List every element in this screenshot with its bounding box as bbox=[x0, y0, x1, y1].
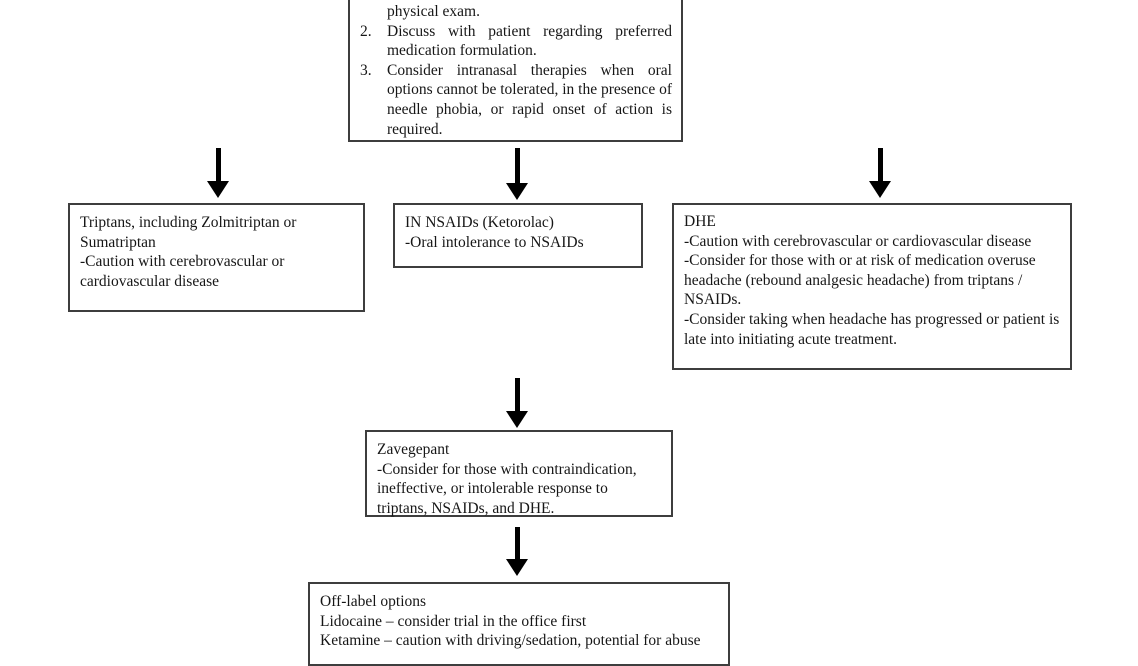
arrow-head-icon bbox=[869, 181, 891, 198]
box-text-line: -Caution with cerebrovascular or cardiovascular disease bbox=[80, 253, 285, 290]
box-text-line: -Consider for those with contraindication, ineffective, or intolerable response to triptans, NSAIDs, and DHE. bbox=[377, 460, 637, 517]
list-item-text: Discuss with patient regarding preferred medication formulation. bbox=[387, 22, 672, 60]
arrow-head-icon bbox=[506, 411, 528, 428]
box-text-line: Ketamine – caution with driving/sedation, potential for abuse bbox=[320, 632, 701, 650]
arrow-head-icon bbox=[506, 183, 528, 200]
list-item bbox=[360, 22, 672, 61]
list-item-number: 2. bbox=[360, 22, 372, 40]
list-item-number: 3. bbox=[360, 61, 372, 79]
down-arrow-to-zavegepant bbox=[506, 378, 528, 428]
list-item-number bbox=[360, 2, 387, 22]
arrow-stem bbox=[515, 378, 520, 411]
triptans-box bbox=[68, 203, 365, 312]
off-label-options-box bbox=[308, 582, 730, 666]
box-text-line: Off-label options bbox=[320, 593, 427, 610]
box-text-line: -Consider for those with or at risk of medication overuse headache (rebound analgesic headache) from triptans / NSAIDs. bbox=[684, 252, 1036, 309]
box-text-line: Lidocaine – consider trial in the office first bbox=[320, 612, 587, 630]
box-text-line: -Oral intolerance to NSAIDs bbox=[405, 233, 584, 251]
box-text-line: -Caution with cerebrovascular or cardiovascular disease bbox=[684, 232, 1032, 250]
zavegepant-box bbox=[365, 430, 673, 517]
dhe-box bbox=[672, 203, 1072, 370]
arrow-stem bbox=[515, 527, 520, 559]
list-item-text: physical exam. bbox=[387, 3, 480, 20]
arrow-stem bbox=[515, 148, 520, 183]
arrow-stem bbox=[216, 148, 221, 181]
list-item bbox=[360, 2, 672, 22]
in-nsaids-box bbox=[393, 203, 643, 268]
down-arrow-to-offlabel bbox=[506, 527, 528, 576]
list-item bbox=[360, 61, 672, 139]
arrow-head-icon bbox=[207, 181, 229, 198]
arrow-stem bbox=[878, 148, 883, 181]
intranasal-assessment-box bbox=[348, 0, 683, 142]
box-text-line: Zavegepant bbox=[377, 441, 450, 458]
down-arrow-to-nsaids bbox=[506, 148, 528, 200]
list-item-text: Consider intranasal therapies when oral options cannot be tolerated, in the presence of needle phobia, or rapid onset of action is required. bbox=[387, 61, 672, 138]
arrow-head-icon bbox=[506, 559, 528, 576]
box-text-line: DHE bbox=[684, 213, 716, 230]
box-text-line: Triptans, including Zolmitriptan or Sumatriptan bbox=[80, 214, 297, 251]
box-text-line: -Consider taking when headache has progressed or patient is late into initiating acute treatment. bbox=[684, 310, 1060, 348]
down-arrow-to-triptans bbox=[207, 148, 229, 198]
down-arrow-to-dhe bbox=[869, 148, 891, 198]
box-text-line: IN NSAIDs (Ketorolac) bbox=[405, 214, 554, 231]
